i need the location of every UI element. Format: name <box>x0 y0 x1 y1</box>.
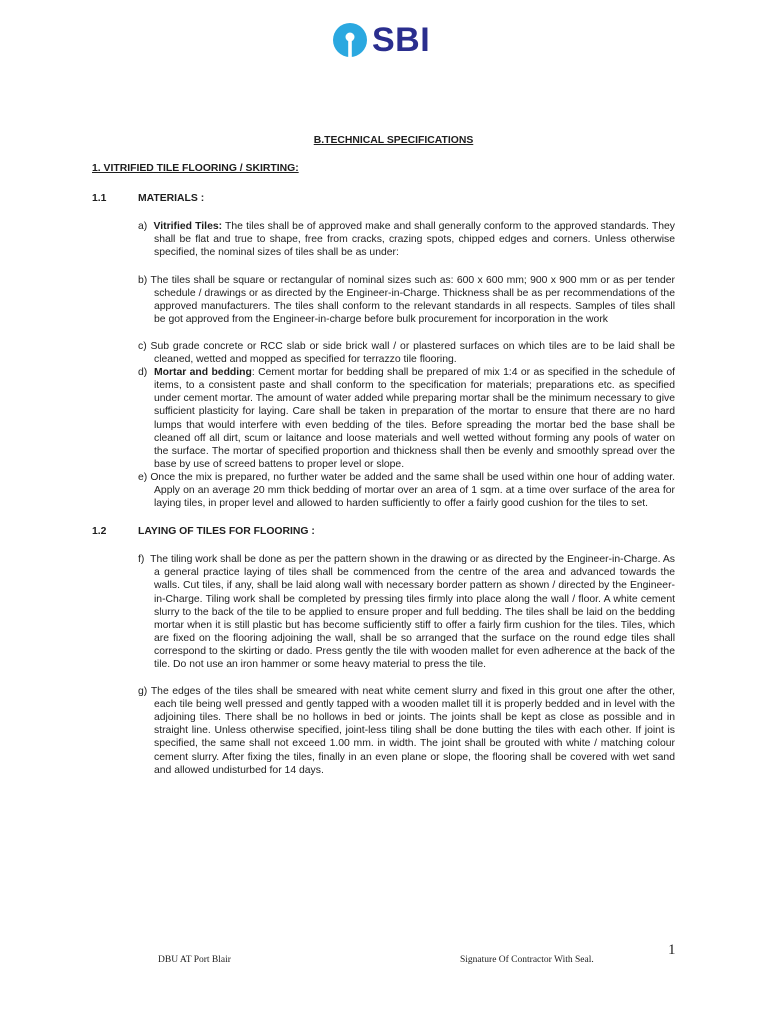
section-heading-1: 1. VITRIFIED TILE FLOORING / SKIRTING: <box>92 163 299 175</box>
item-e <box>108 471 675 510</box>
document-title: B.TECHNICAL SPECIFICATIONS <box>313 135 474 146</box>
subsection-1-2 <box>92 525 675 538</box>
item-prefix: e) <box>138 471 148 483</box>
item-text: The tiles shall be of approved make and shall generally conform to the approved standards. They shall be flat and true to shape, free from cracks, crazing spots, chipped edges and corners. Unless otherwise specified, the nominal sizes of tiles shall be as under: <box>154 221 675 259</box>
subsection-1-1 <box>92 192 675 205</box>
footer-office: DBU AT Port Blair <box>158 955 231 965</box>
item-d <box>108 366 675 471</box>
subsection-label: MATERIALS : <box>138 193 205 205</box>
document-body <box>92 134 675 777</box>
logo-text: SBI <box>372 21 431 59</box>
item-label: Vitrified Tiles: <box>153 221 223 233</box>
item-prefix: b) <box>138 274 148 286</box>
subsection-number: 1.2 <box>92 526 107 538</box>
subsection-number: 1.1 <box>92 193 107 205</box>
item-text: Once the mix is prepared, no further water be added and the same shall be used within one hour of adding water. Apply on an average 20 mm thick bedding of mortar over an area of 1 sqm. at a time over surface of the area for laying tiles, in proper level and allowed to harden sufficiently to offer a fairly good cushion for the tiles to set. <box>150 471 675 510</box>
item-text: Sub grade concrete or RCC slab or side brick wall / or plastered surfaces on which tiles are to be laid shall be cleaned, wetted and mopped as specified for terrazzo tile flooring. <box>150 340 675 366</box>
item-prefix: f) <box>138 554 145 566</box>
item-a <box>108 220 675 259</box>
subsection-label: LAYING OF TILES FOR FLOORING : <box>138 526 315 538</box>
item-prefix: a) <box>138 221 148 233</box>
sbi-keyhole-logo-icon <box>332 22 368 58</box>
item-text: The tiles shall be square or rectangular of nominal sizes such as: 600 x 600 mm; 900 x 900 mm or as per tender schedule / drawings or as directed by the Engineer-in-Charge. Thickness shall be as per recommendations of the approved manufacturers. The tiles shall conform to the relevant standards in all respects. Samples of tiles shall be got approved from the Engineer-in-charge before bulk procurement for incorporation in the work <box>150 274 675 325</box>
item-prefix: g) <box>138 686 148 698</box>
item-prefix: d) <box>138 367 148 379</box>
item-c <box>108 340 675 366</box>
item-f <box>108 553 675 671</box>
sbi-logo <box>332 22 430 58</box>
item-text: The edges of the tiles shall be smeared with neat white cement slurry and fixed in this grout one after the other, each tile being well pressed and gently tapped with a wooden mallet till it is properly bedded and in level with the adjoining tiles. There shall be no hollows in bed or joints. The joints shall be kept as close as possible and in straight line. Unless otherwise specified, joint-less tiling shall be done butting the tiles with each other. If joint is specified, the same shall not exceed 1.00 mm. in width. The joint shall be grouted with white / matching colour cement slurry. After fixing the tiles, finally in an even plane or slope, the flooring shall be covered with wet sand and allowed undisturbed for 14 days. <box>150 686 675 776</box>
page-number: 1 <box>668 942 676 958</box>
footer-signature: Signature Of Contractor With Seal. <box>460 955 594 965</box>
item-g <box>108 685 675 777</box>
item-prefix: c) <box>138 340 147 352</box>
item-b <box>108 274 675 326</box>
item-text: The tiling work shall be done as per the pattern shown in the drawing or as directed by the Engineer-in-Charge. As a general practice laying of tiles shall be commenced from the centre of the area and advanced towards the walls. Cut tiles, if any, shall be laid along wall with necessary border pattern as shown / directed by the Engineer-in-Charge. Tiling work shall be completed by pressing tiles firmly into place along the wall / floor. A white cement slurry to the back of the tile to be applied to ensure proper and full bedding. The tiles shall be laid on the bedding mortar when it is still plastic but has become sufficiently stiff to offer a fairly firm cushion for the tiles. Tiles, which are fixed on the flooring adjoining the wall, shall be so arranged that the surface on the round edge tiles shall correspond to the skirting or dado. Press gently the tile with wooden mallet for even adherence at the back of the tile. Do not use an iron hammer or some heavy material to press the tile. <box>150 554 675 670</box>
item-label: Mortar and bedding <box>153 367 252 379</box>
item-text: : Cement mortar for bedding shall be prepared of mix 1:4 or as specified in the schedule of items, to a consistent paste and shall conform to the specification for materials; preparations etc. as specified under cement mortar. The amount of water added while preparing mortar shall be the minimum necessary to give sufficient plasticity for laying. Care shall be taken in preparation of the mortar to ensure that there are no hard lumps that would interfere with even bedding of the tiles. Before spreading the mortar bed the base shall be cleaned off all dirt, scum or laitance and loose materials and well wetted without forming any pools of water on the surface. The mortar of specified proportion and thickness shall then be evenly and smoothly spread over the base by use of screed battens to proper level or slope. <box>154 367 675 470</box>
